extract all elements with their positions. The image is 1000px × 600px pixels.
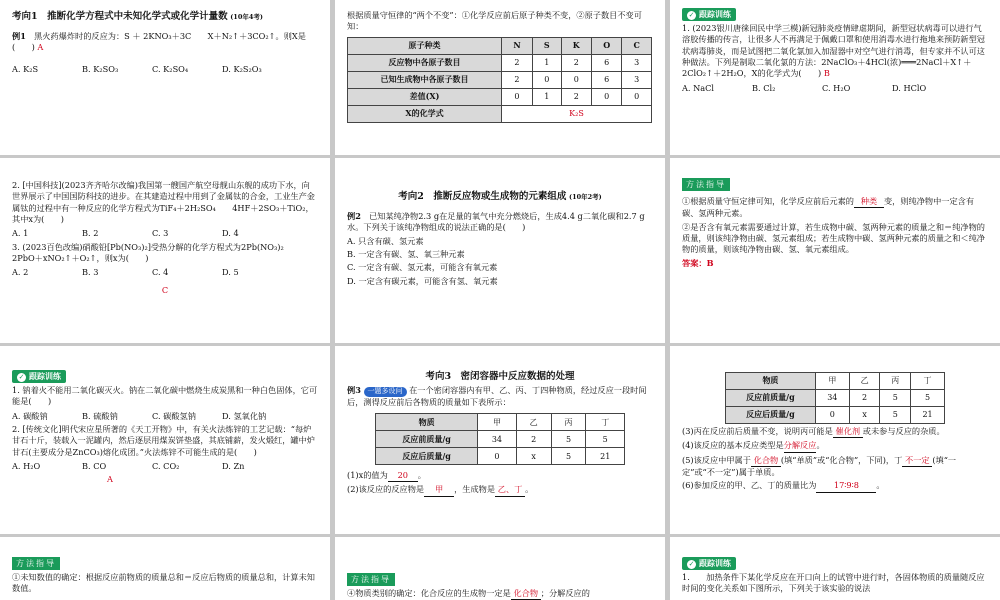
answer-text: 答案：B	[682, 257, 714, 268]
table-row: 反应后质量/g 0 x 5 21	[376, 448, 625, 465]
answer-mark: C	[161, 284, 169, 295]
method-text: ④物质类别的确定：化合反应的生成物一定是 化合物 ；分解反应的	[347, 588, 653, 600]
sub-question-3: (3)丙在反应前后质量不变，说明丙可能是 催化剂 或未参与反应的杂质。	[682, 426, 988, 438]
table-row: 反应物中各原子数目 2 1 2 6 3	[348, 54, 652, 71]
sub-question-5: (5)该反应中甲属于 化合物 (填“单质”或“化合物”，下同)，丁 不一定 (填“一定”或“不一定”)属于单质。	[682, 454, 957, 477]
slide-4	[0, 158, 330, 343]
question-1: 1. 加热条件下某化学反应在开口向上的试管中进行时，各固体物质的质量随反应时间的变化关系如下图所示，下列关于该实验的说法	[682, 572, 985, 594]
question-3: 3. (2023百色改编)硝酸铅[Pb(NO₃)₂]受热分解的化学方程式为2Pb(NO₃)₂ 2PbO＋xNO₂↑＋O₂↑，则x为( )	[12, 241, 301, 263]
table-row: 已知生成物中各原子数目 2 0 0 6 3	[348, 71, 652, 88]
variant-tag[interactable]: 一题多设问	[364, 387, 407, 397]
section-title: 考向3 密闭容器中反应数据的处理	[425, 371, 575, 382]
question-2: 2. [传统文化]明代宋应星所著的《天工开物》中，有关火法炼锌的工艺记载：“每炉甘石十斤，装载入一泥罐内，然后逐层用煤炭饼垫盛，其底铺薪，发火煅红，罐中炉甘石(主要成分是ZnCO₃)熔化成团。”火法炼锌不可能生成的是( )	[12, 423, 315, 457]
options: A. K₂S B. K₂SO₃ C. K₂SO₄ D. K₂S₂O₃	[12, 63, 262, 74]
practice-badge: ✓ 跟踪训练	[682, 557, 736, 570]
slide-9	[670, 346, 1000, 534]
options: A. 2 B. 3 C. 4 D. 5	[12, 267, 239, 278]
example-1: 例1 黑火药爆炸时的反应为：S ＋ 2KNO₃＋3C X＋N₂↑＋3CO₂↑。则X是( ) A	[12, 31, 306, 53]
section-title: 考向1 推断化学方程式中未知化学式或化学计量数 (10年4考)	[12, 11, 263, 22]
question-1: 1. 钠着火不能用二氧化碳灭火。钠在二氧化碳中燃烧生成炭黑和一种白色固体，它可能是( )	[12, 385, 318, 407]
slide-2	[335, 0, 665, 155]
slide-8	[335, 346, 665, 534]
slide-1	[0, 0, 330, 155]
sub-question-2: (2)该反应的反应物是 甲 ，生成物是 乙、丁 。	[347, 484, 653, 496]
mass-table: 物质 甲 乙 丙 丁 反应前质量/g 34 2 5 5 反应后质量/g 0 x 5 21	[375, 413, 625, 465]
check-icon: ✓	[688, 560, 695, 568]
sub-question-4: (4)该反应的基本反应类型是分解反应。	[682, 440, 988, 452]
method-text-2: ②是否含有氧元素需要通过计算，若生成物中碳、氢两种元素的质量之和＝纯净物的质量，则该纯净物由碳、氢元素组成；若生成物中碳、氢两种元素的质量之和＜纯净物的质量，则该纯净物由碳、氢、氧元素组成。	[682, 221, 985, 255]
check-icon: ✓	[688, 11, 695, 19]
x-formula: K₂S	[501, 105, 651, 122]
slide-5: 考向2 推断反应物或生成物的元素组成 (10年2考) 例2 已知某纯净物2.3 g在足量的氧气中充分燃烧后，生成4.4 g二氧化碳和2.7 g水。下列关于该纯净物组成的说法正确的是( ) A. 只含有碳、氢元素 B. 一定含有碳、氢、氧三种元素 C. 一定含有碳、氢元素，可能含有氧元素 D. 一定含有碳元素，可能含有氢、氧元素	[335, 158, 665, 343]
method-badge: 方法指导	[347, 573, 395, 586]
intro-text: 根据质量守恒律的“两个不变”：①化学反应前后原子种类不变，②原子数目不变可知：	[347, 10, 642, 32]
slide-7	[0, 346, 330, 534]
slide-6	[670, 158, 1000, 343]
table-row: X的化学式 K₂S	[348, 105, 652, 122]
example-2: 例2 已知某纯净物2.3 g在足量的氧气中充分燃烧后，生成4.4 g二氧化碳和2.7 g水。下列关于该纯净物组成的说法正确的是( )	[347, 211, 645, 233]
practice-badge: ✓ 跟踪训练	[682, 8, 736, 21]
slide-11	[335, 537, 665, 600]
options: A. 1 B. 2 C. 3 D. 4	[12, 228, 239, 239]
question-2: 2. [中国科技](2023齐齐哈尔改编)我国第一艘国产航空母舰山东舰的成功下水，向世界展示了中国国防科技的进步。在其建造过程中用到了金属钛的合金，工业生产金属钛的过程中有一种反应的化学方程式为TiF₄＋2H₂SO₄ 4HF＋2SO₃＋TiO₂，其中x为( )	[12, 180, 315, 224]
section-title: 考向2 推断反应物或生成物的元素组成 (10年2考)	[398, 191, 602, 202]
slide-3	[670, 0, 1000, 155]
table-row: 差值(X) 0 1 2 0 0	[348, 88, 652, 105]
table-row: 反应后质量/g 0 x 5 21	[726, 407, 945, 424]
table-row: 反应前质量/g 34 2 5 5	[376, 431, 625, 448]
answer-mark: B	[823, 68, 830, 79]
method-text: ①未知数值的确定：根据反应前物质的质量总和＝反应后物质的质量总和，计算未知数值。	[12, 572, 315, 594]
method-badge: 方法指导	[682, 178, 730, 191]
atom-count-table: 原子种类 N S K O C 反应物中各原子数目 2 1 2 6 3 已知生成物中各原子数目 2 0 0 6 3 差值(X) 0 1 2 0 0 X的化学式 K₂S	[347, 37, 652, 123]
answer-mark: A	[107, 474, 113, 485]
sub-question-6: (6)参加反应的甲、乙、丁的质量比为 17∶9∶8 。	[682, 480, 988, 492]
table-row: 反应前质量/g 34 2 5 5	[726, 390, 945, 407]
options: A. 碳酸钠 B. 硫酸钠 C. 碳酸氢钠 D. 氢氧化钠	[12, 410, 267, 421]
answer-mark: A	[37, 42, 44, 53]
options: A. NaCl B. Cl₂ C. H₂O D. HClO	[682, 82, 927, 93]
mass-table: 物质 甲 乙 丙 丁 反应前质量/g 34 2 5 5 反应后质量/g 0 x 5 21	[725, 372, 945, 424]
example-3: 例3 一题多设问 在一个密闭容器内有甲、乙、丙、丁四种物质，经过反应一段时间后，测得反应前后各物质的质量如下表所示：	[347, 385, 647, 407]
slide-12	[670, 537, 1000, 600]
method-text-1: ①根据质量守恒定律可知，化学反应前后元素的 种类 变，则纯净物中一定含有碳、氢两种元素。	[682, 196, 975, 219]
sub-question-1: (1)x的值为 20 。	[347, 470, 653, 482]
method-badge: 方法指导	[12, 557, 60, 570]
options: A. H₂O B. CO C. CO₂ D. Zn	[12, 460, 245, 471]
slide-10	[0, 537, 330, 600]
practice-badge: ✓ 跟踪训练	[12, 370, 66, 383]
question-1: 1. (2023银川唐徕回民中学三模)新冠肺炎疫情肆虐期间，新型冠状病毒可以进行气溶胶传播的传言，让很多人不再满足于佩戴口罩和使用消毒水进行拖地来预防新型冠状病毒肺炎，而是试图把二氧化氯加入加湿器中对空气进行消毒，但专家并不认可这种做法。下列是制取二氧化氯的方法：2NaClO₃＋4HCl(浓)═══2NaCl＋X↑＋2ClO₂↑＋2H₂O，X的化学式为( ) B	[682, 23, 985, 79]
check-icon: ✓	[18, 373, 25, 381]
